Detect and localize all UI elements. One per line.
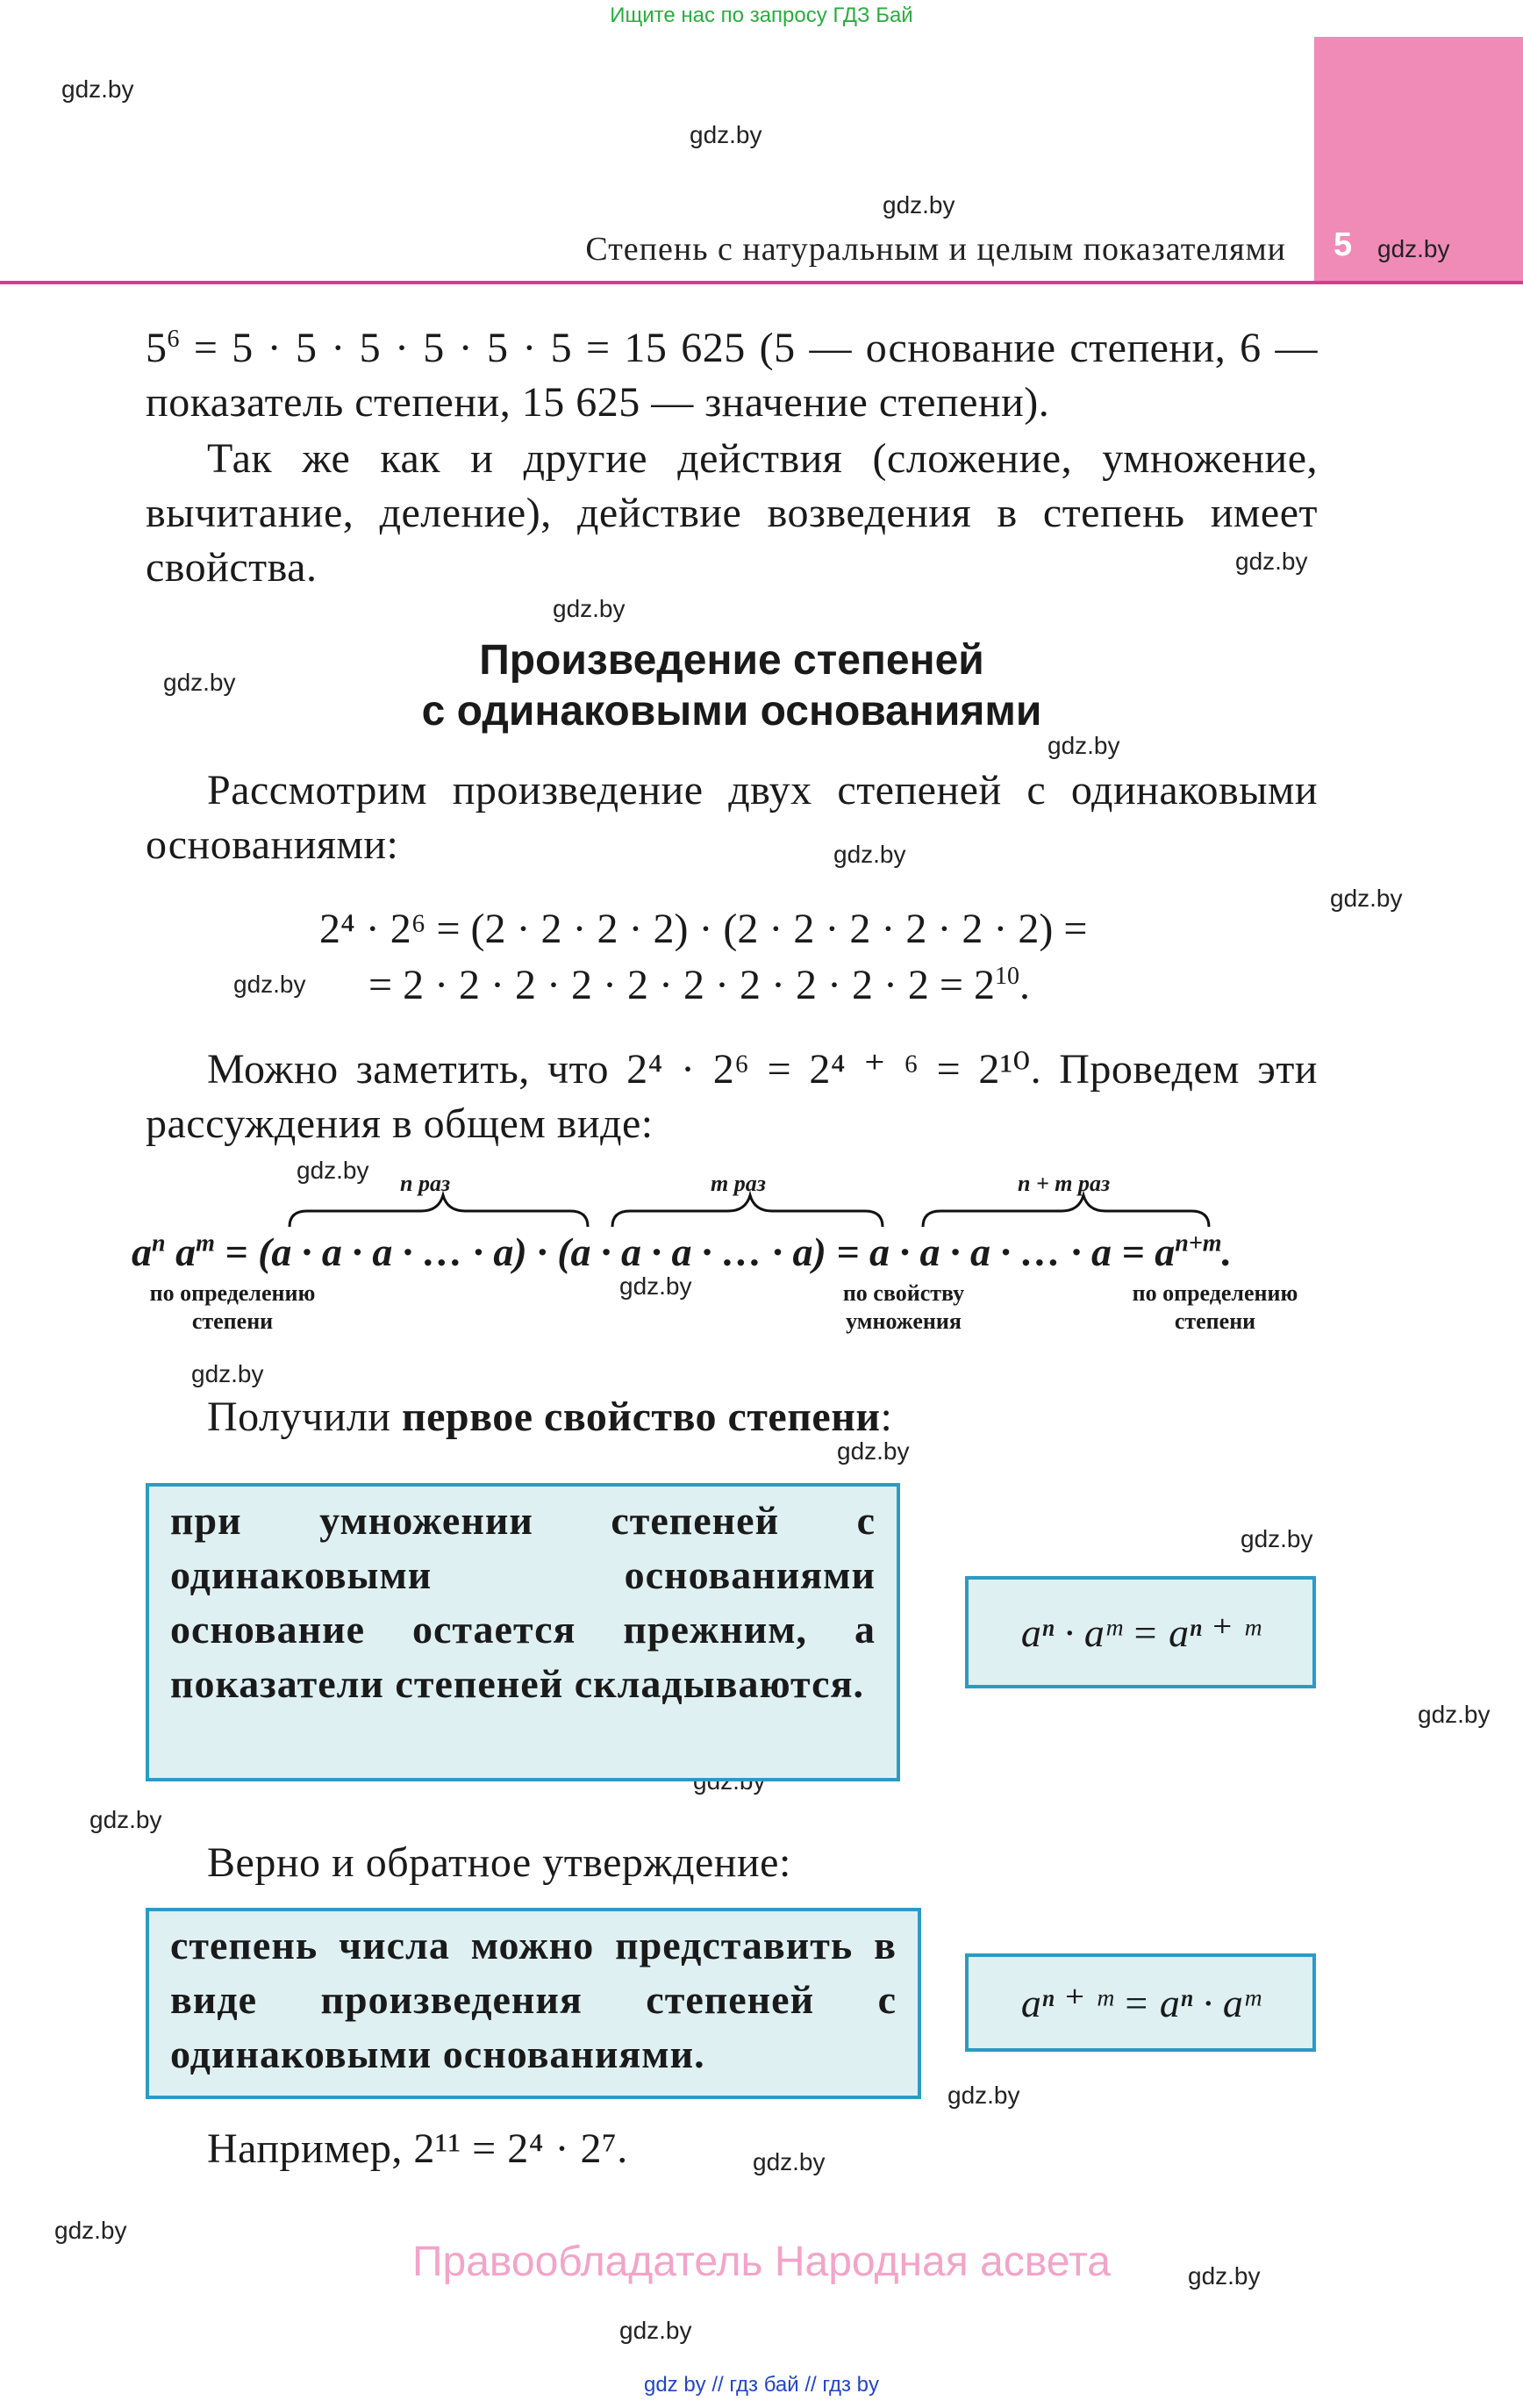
watermark: gdz.by — [1330, 885, 1403, 912]
result-prefix: Получили — [207, 1394, 402, 1440]
watermark: gdz.by — [89, 1806, 162, 1833]
watermark: gdz.by — [753, 2148, 826, 2175]
watermark: gdz.by — [690, 121, 762, 148]
intro-text: = 5 · 5 · 5 · 5 · 5 · 5 = 15 625 (5 — основание степени, 6 — показатель степени, 15 625 — значение степени). — [146, 325, 1318, 426]
watermark: gdz.by — [553, 595, 626, 622]
watermark: gdz.by — [233, 971, 306, 998]
notice-paragraph — [146, 1043, 1318, 1151]
page-number: 5 — [1334, 226, 1353, 263]
general-formula: $a^n$ $a^m = (a \cdot a \cdot a$ · … · a) · (a · a · a · … · a) = a · a · a · … · $a = a^{n+m}$. — [132, 1229, 1233, 1274]
result-suffix: : — [880, 1394, 893, 1440]
rule-formula-box-1: aⁿ · aᵐ = aⁿ ⁺ ᵐ — [965, 1576, 1316, 1688]
notice-text2: . Проведем эти рассуждения в общем виде: — [146, 1046, 1318, 1147]
rule-box-2 — [146, 1908, 921, 2099]
properties-text: Так же как и другие действия (сложение, умножение, вычитание, деление), действие возведения в степень имеет свойства. — [146, 435, 1318, 591]
watermark: gdz.by — [833, 841, 906, 868]
brace-label-m: m раз — [711, 1171, 766, 1196]
watermark: gdz.by — [619, 1272, 692, 1300]
watermark: gdz.by — [1048, 732, 1120, 759]
watermark: gdz.by — [883, 191, 955, 219]
rule-text-2: степень числа можно представить в виде произведения степеней с одинаковыми основаниями. — [170, 1923, 897, 2076]
intro-exponent: 6 — [167, 326, 180, 353]
watermark: gdz.by — [163, 669, 236, 696]
watermark: gdz.by — [1235, 548, 1308, 575]
rule-box-1 — [146, 1483, 900, 1781]
watermark: gdz.by — [297, 1157, 369, 1184]
example-formula-line1 — [319, 902, 1087, 957]
note-definition-2: по определению степени — [1132, 1280, 1298, 1334]
result-paragraph — [146, 1390, 1318, 1444]
section-heading — [146, 635, 1318, 737]
example-text: Например, 2¹¹ = 2⁴ · 2⁷. — [207, 2125, 628, 2172]
converse-paragraph — [146, 1836, 1318, 1890]
properties-paragraph — [146, 432, 1318, 595]
section-heading-line2: с одинаковыми основаниями — [421, 688, 1042, 735]
example-formula-line2: = $2 \cdot 2 \cdot 2 \cdot 2 \cdot 2 \cdot 2 \cdot 2 \cdot 2 \cdot 2 \cdot 2 = 2^{10}$. — [368, 962, 1030, 1008]
running-header-title: Степень с натуральным и целым показателями — [585, 231, 1286, 268]
example-rhs-2: = 2 · 2 · 2 · 2 · 2 · 2 · 2 · 2 · 2 · 2 = 2 — [368, 962, 995, 1008]
watermark: gdz.by — [1418, 1701, 1491, 1728]
watermark: gdz.by — [54, 2217, 127, 2244]
rule-text-1: при умножении степеней с одинаковыми основаниями основание остается прежним, а показатели степеней складываются. — [170, 1498, 876, 1706]
watermark: gdz.by — [837, 1437, 910, 1465]
example-lhs: 2⁴ · 2⁶ — [319, 906, 437, 952]
consider-text: Рассмотрим произведение двух степеней с одинаковыми основаниями: — [146, 767, 1318, 868]
watermark: gdz.by — [947, 2082, 1020, 2109]
watermark: gdz.by — [61, 75, 134, 103]
section-heading-line1: Произведение степеней — [479, 637, 984, 684]
brace-label-nm: n + m раз — [1018, 1171, 1111, 1196]
watermark: gdz.by — [1377, 235, 1450, 262]
header-rule — [0, 281, 1523, 284]
note-multiplication: по свойству умножения — [842, 1280, 965, 1334]
watermark: gdz.by — [619, 2317, 692, 2344]
note-definition-1: по определению степени — [149, 1280, 316, 1334]
consider-paragraph — [146, 763, 1318, 872]
result-bold: первое свойство степени — [401, 1394, 881, 1440]
notice-text1: Можно заметить, что — [207, 1046, 627, 1093]
watermark: gdz.by — [191, 1360, 264, 1387]
copyright-footer: Правообладатель Народная асвета — [412, 2239, 1111, 2285]
intro-base: 5 — [146, 325, 168, 371]
rule-formula-box-2: aⁿ ⁺ ᵐ = aⁿ · aᵐ — [965, 1953, 1316, 2052]
top-search-hint[interactable]: Ищите нас по запросу ГДЗ Бай — [610, 4, 913, 27]
watermark: gdz.by — [1241, 1525, 1313, 1552]
converse-text: Верно и обратное утверждение: — [207, 1839, 791, 1886]
watermark: gdz.by — [1188, 2262, 1261, 2290]
notice-formula: 2⁴ · 2⁶ = 2⁴ ⁺ ⁶ = 2¹⁰ — [626, 1046, 1031, 1093]
intro-paragraph — [146, 321, 1318, 430]
example-rhs-1: = (2 · 2 · 2 · 2) · (2 · 2 · 2 · 2 · 2 · 2) = — [436, 906, 1088, 952]
brace-label-n: n раз — [400, 1171, 451, 1196]
bottom-links[interactable]: gdz by // гдз бай // гдз by — [643, 2373, 880, 2397]
general-expression — [132, 1171, 1342, 1334]
example-paragraph — [146, 2122, 1318, 2176]
